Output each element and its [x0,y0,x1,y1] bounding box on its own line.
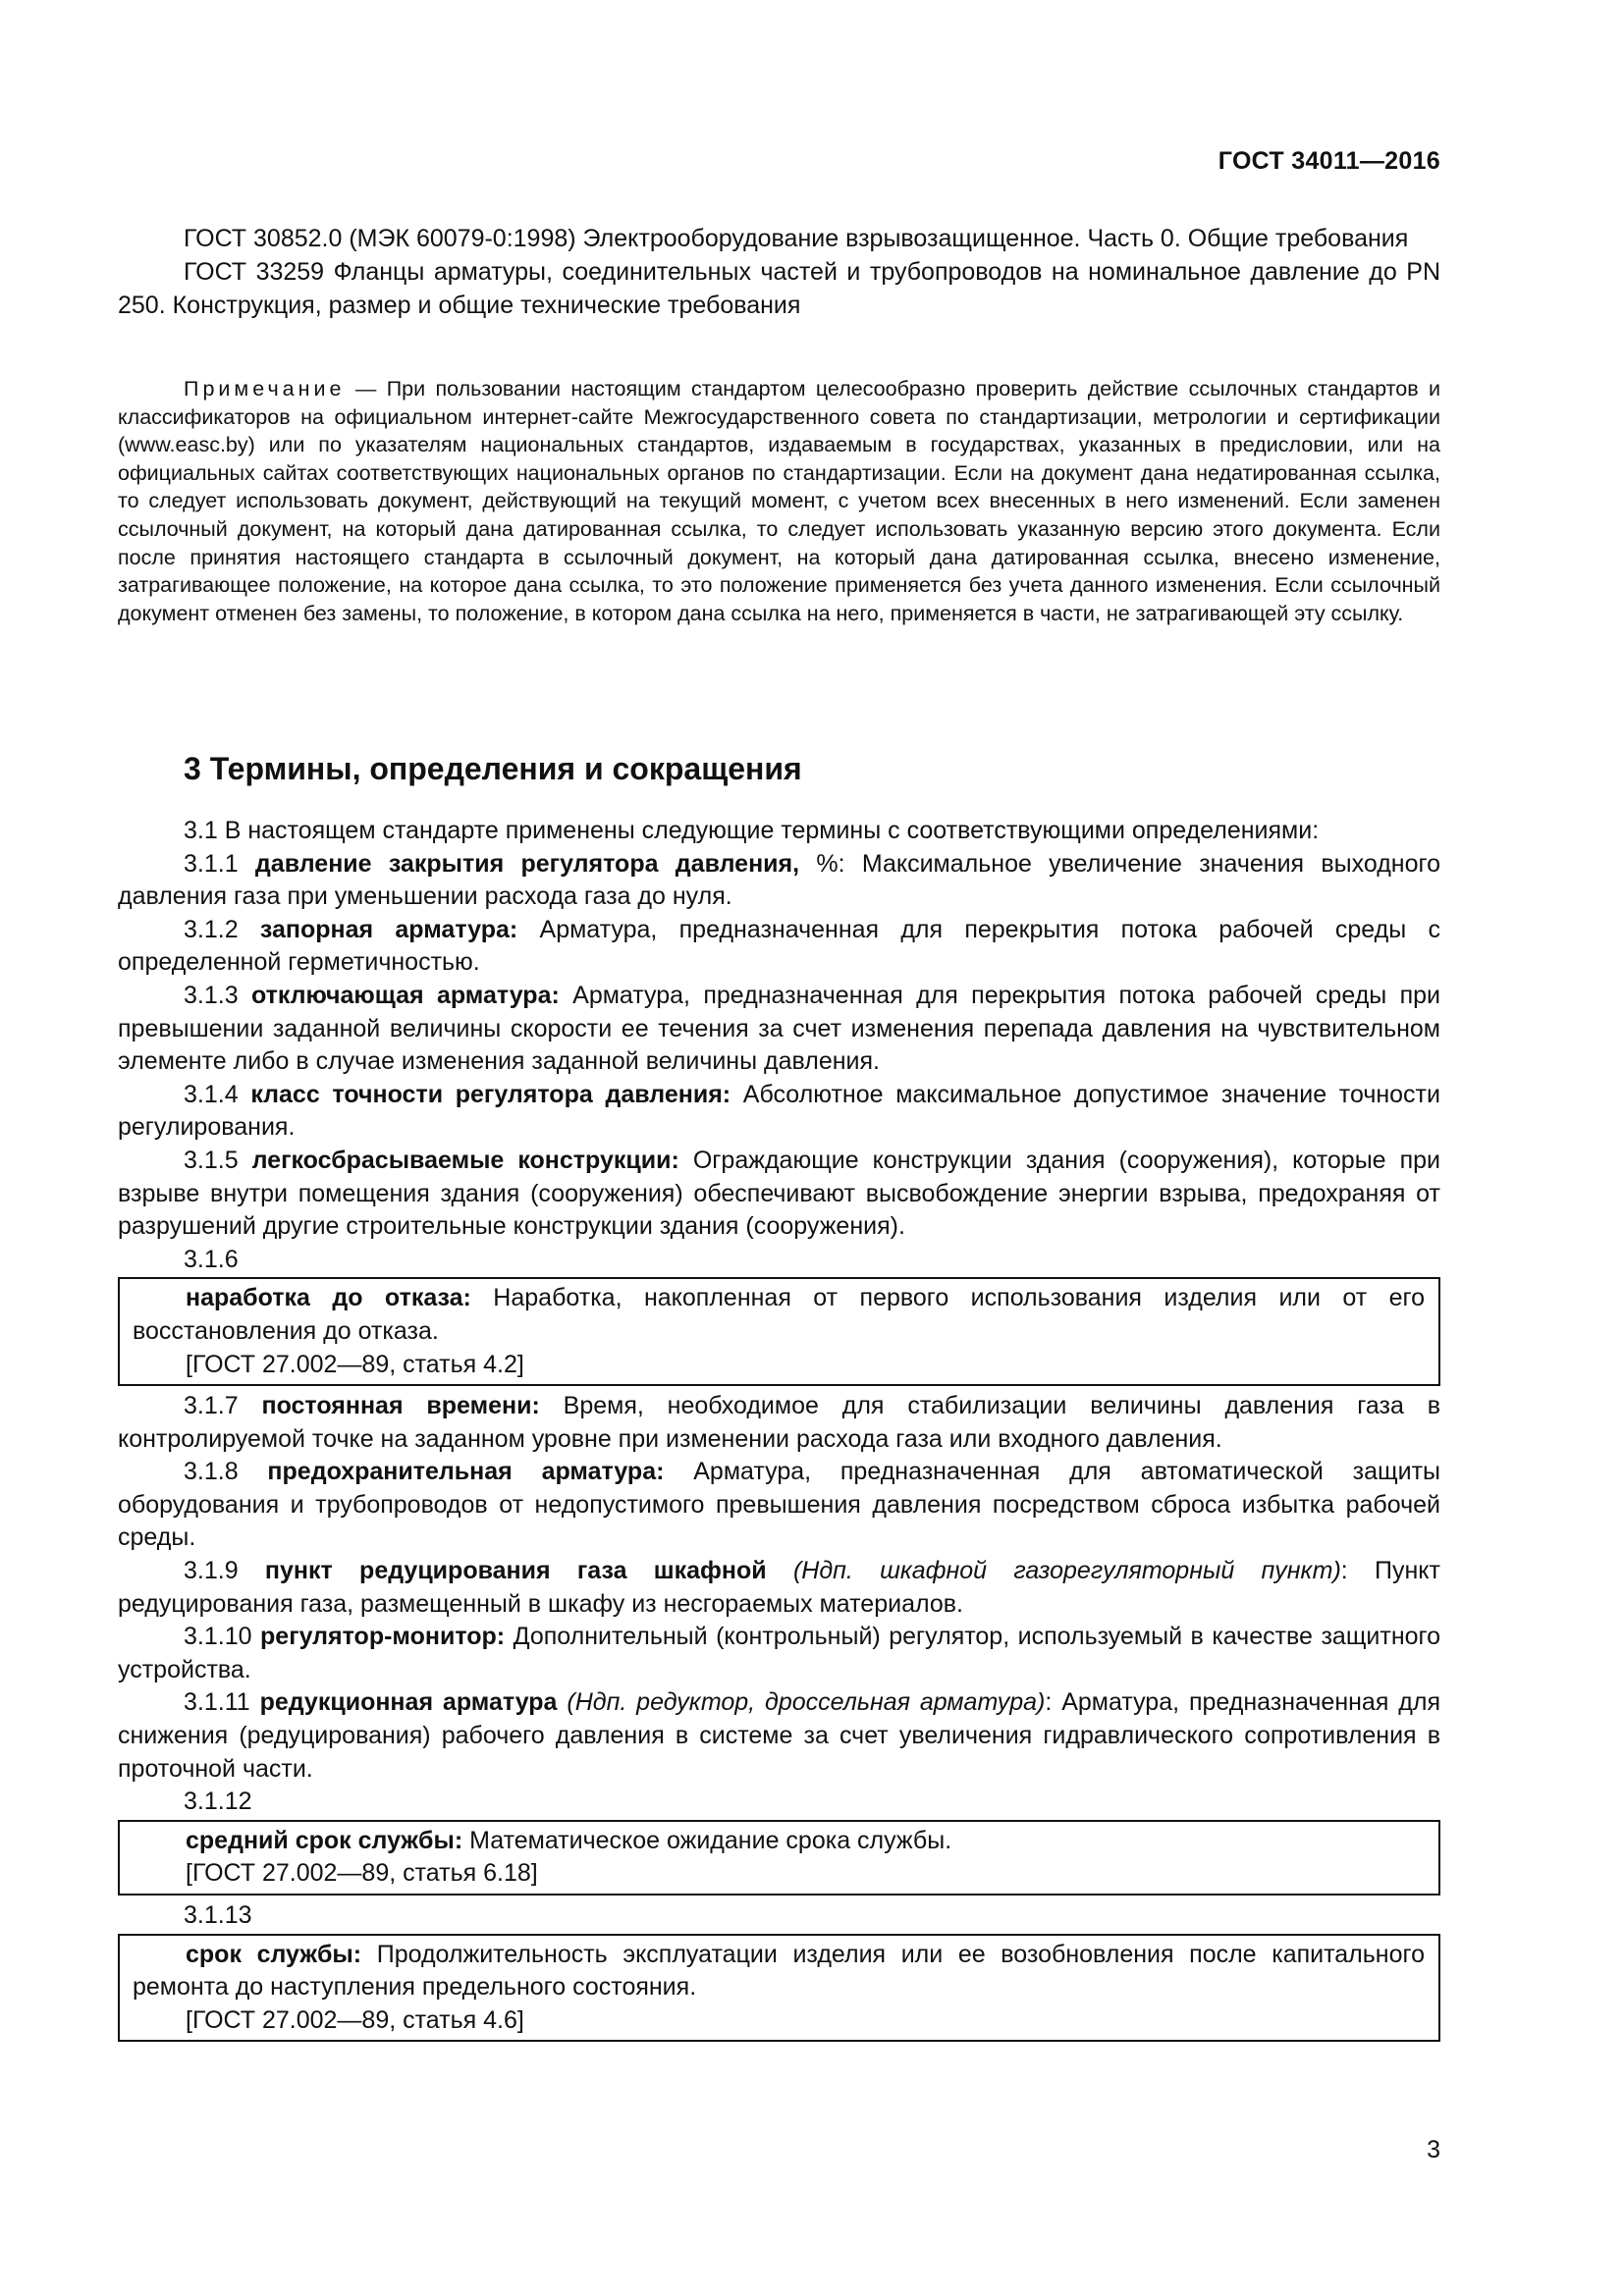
term-number: 3.1.11 [184,1688,260,1717]
term-number-3-1-13: 3.1.13 [184,1901,252,1929]
note-text: — При пользовании настоящим стандартом целесообразно проверить действие ссылочных стандартов и классификаторов на официальном интернет-сайте Межгосударственного совета по стандартизации, метрологии и сертификации (www.easc.by) или по указателям национальных стандартов, издаваемым в государствах, указанных в предисловии, или на официальных сайтах соответствующих национальных органов по стандартизации. Если на документ дана недатированная ссылка, то следует использовать документ, действующий на текущий момент, с учетом всех внесенных в него изменений. Если заменен ссылочный документ, на который дана датированная ссылка, то следует использовать указанную версию этого документа. Если после принятия настоящего стандарта в ссылочный документ, на который дана датированная ссылка, внесено изменение, затрагивающее положение, на которое дана ссылка, то это положение применяется без учета данного изменения. Если ссылочный документ отменен без замены, то положение, в котором дана ссылка на него, применяется в части, не затрагивающей эту ссылку. [118,377,1440,625]
term-3-1-2 [118,914,1440,980]
term-definition: Арматура, предназначенная для автоматической защиты оборудования и трубопроводов от недопустимого превышения давления посредством сброса избытка рабочей среды. [118,1458,1440,1552]
term-3-1-7 [118,1390,1440,1456]
term-3-1-3 [118,980,1440,1079]
term-number: 3.1.2 [184,915,260,943]
term-3-1-11 [118,1686,1440,1786]
term-number: 3.1.4 [184,1080,251,1108]
term-name: пункт редуцирования газа шкафной [264,1557,767,1585]
term-name: средний срок службы: [186,1826,463,1854]
term-definition: : Пункт редуцирования газа, размещенный в шкафу из несгораемых материалов. [118,1557,1440,1618]
document-code: ГОСТ 34011—2016 [1218,147,1440,175]
reference-item: ГОСТ 33259 Фланцы арматуры, соединительных частей и трубопроводов на номинальное давление до PN 250. Конструкция, размер и общие технические требования [118,258,1440,319]
term-name: запорная арматура: [259,915,518,943]
term-name: срок службы: [186,1940,362,1968]
term-box-3-1-13 [118,1934,1440,2043]
term-name: класс точности регулятора давления: [250,1080,731,1108]
term-number: 3.1.3 [184,981,251,1009]
term-name: регулятор-монитор: [260,1623,506,1651]
term-3-1-10 [118,1621,1440,1686]
term-name: давление закрытия регулятора давления, [254,849,800,878]
term-number: 3.1.10 [184,1623,261,1651]
term-3-1-4 [118,1079,1440,1145]
term-definition: : Арматура, предназначенная для снижения (редуцирования) рабочего давления в системе за счет увеличения гидравлического сопротивления в проточной части. [118,1688,1440,1783]
term-deprecated: (Ндп. редуктор, дроссельная арматура) [557,1688,1046,1717]
reference-item: ГОСТ 30852.0 (МЭК 60079-0:1998) Электрооборудование взрывозащищенное. Часть 0. Общие требования [184,225,1409,252]
term-3-1-1 [118,848,1440,914]
term-number: 3.1.5 [184,1146,252,1174]
term-source: [ГОСТ 27.002—89, статья 6.18] [186,1859,538,1888]
term-definition: Продолжительность эксплуатации изделия или ее возобновления после капитального ремонта до наступления предельного состояния. [133,1940,1425,2002]
note [118,375,1440,627]
note-label: Примечание [184,377,346,400]
term-name: отключающая арматура: [250,981,560,1009]
term-3-1-8 [118,1456,1440,1555]
term-name: постоянная времени: [261,1392,540,1420]
term-number: 3.1.7 [184,1392,262,1420]
term-box-3-1-6 [118,1277,1440,1386]
term-name: легкосбрасываемые конструкции: [251,1146,679,1174]
term-deprecated: (Ндп. шкафной газорегуляторный пункт) [766,1557,1341,1585]
term-definition: Наработка, накопленная от первого использования изделия или от его восстановления до отказа. [133,1284,1425,1345]
term-definition: Дополнительный (контрольный) регулятор, используемый в качестве защитного устройства. [118,1623,1441,1683]
term-definition: %: Максимальное увеличение значения выходного давления газа при уменьшении расхода газа до нуля. [118,849,1440,911]
term-definition: Математическое ожидание срока службы. [462,1826,952,1854]
term-box-3-1-12 [118,1820,1440,1896]
term-source: [ГОСТ 27.002—89, статья 4.6] [186,2005,524,2034]
terms-list [118,815,1440,2046]
term-definition: Время, необходимое для стабилизации величины давления газа в контролируемой точке на заданном уровне при изменении расхода газа или входного давления. [118,1392,1440,1453]
term-number: 3.1.9 [184,1557,265,1585]
normative-references [118,222,1440,322]
term-number: 3.1.8 [184,1458,268,1486]
term-name: наработка до отказа: [186,1284,471,1312]
term-definition: Арматура, предназначенная для перекрытия потока рабочей среды при превышении заданной величины скорости ее течения за счет изменения перепада давления на чувствительном элементе либо в случае изменения заданной величины давления. [118,981,1440,1076]
term-number-3-1-6: 3.1.6 [184,1245,239,1273]
term-3-1-5 [118,1145,1440,1244]
term-name: редукционная арматура [259,1688,558,1717]
terms-intro: 3.1 В настоящем стандарте применены следующие термины с соответствующими определениями: [184,817,1320,844]
section-title: 3 Термины, определения и сокращения [184,751,802,786]
term-name: предохранительная арматура: [267,1458,665,1486]
term-number: 3.1.1 [184,849,255,878]
term-definition: Абсолютное максимальное допустимое значение точности регулирования. [118,1080,1440,1142]
term-source: [ГОСТ 27.002—89, статья 4.2] [186,1350,524,1378]
term-definition: Арматура, предназначенная для перекрытия потока рабочей среды с определенной герметичностью. [118,915,1440,977]
page-number: 3 [1427,2136,1440,2163]
term-3-1-9 [118,1555,1440,1621]
term-definition: Ограждающие конструкции здания (сооружения), которые при взрыве внутри помещения здания (сооружения) обеспечивают высвобождение энергии взрыва, предохраняя от разрушений другие строительные конструкции здания (сооружения). [118,1146,1440,1241]
term-number-3-1-12: 3.1.12 [184,1788,252,1816]
